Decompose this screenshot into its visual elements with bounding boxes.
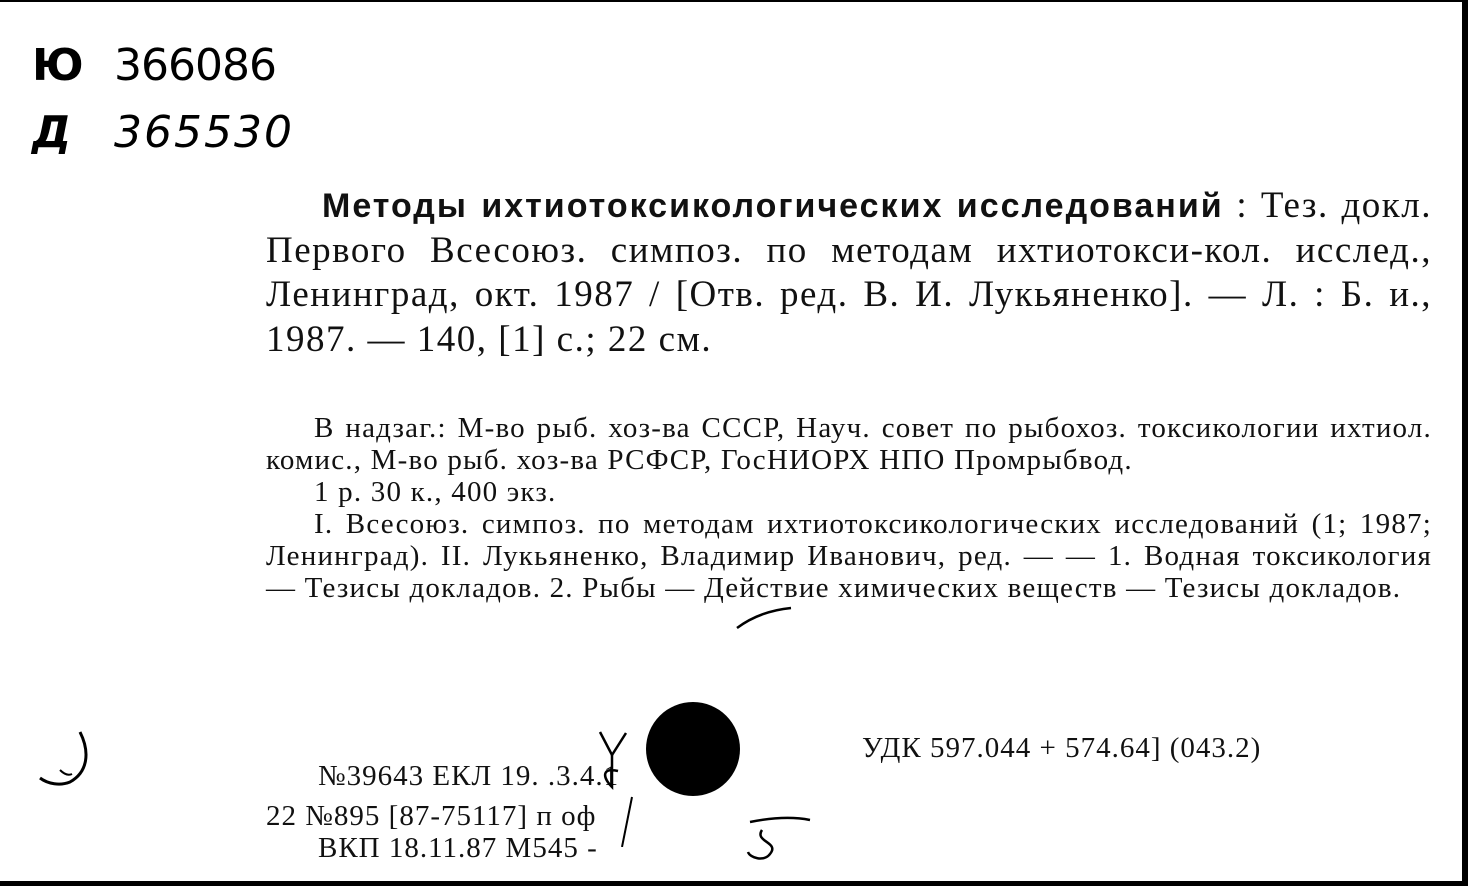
note-header (266, 412, 1432, 476)
note-subjects (266, 508, 1432, 604)
note-price (266, 476, 1432, 508)
call-number-2-value: 365530 (114, 107, 294, 158)
handwritten-stroke (735, 602, 795, 632)
footer-line-3: ВКП 18.11.87 М545 - (318, 832, 598, 864)
handwritten-mark-center (592, 727, 642, 847)
bibliographic-description (266, 184, 1432, 362)
note-subjects-text: I. Всесоюз. симпоз. по методам ихтиотоксикологических исследований (1; 1987; Ленинград). II. Лукьяненко, Владимир Иванович, ред. — — 1. Водная токсикология — Тезисы докладов. 2. Рыбы — Действие химических веществ — Тезисы докладов. (266, 508, 1432, 604)
call-number-1-value: 366086 (114, 40, 276, 91)
call-number-2 (32, 107, 294, 158)
footer-line-1: №39643 ЕКЛ 19. .3.4.1 (318, 760, 620, 792)
note-price-text: 1 р. 30 к., 400 экз. (314, 476, 557, 508)
book-title: Методы ихтиотоксикологических исследований (322, 187, 1224, 225)
call-number-1 (32, 40, 276, 91)
footer-line-2: 22 №895 [87-75117] п оф (266, 800, 597, 832)
call-symbol-1: Ю (32, 40, 83, 91)
description-rest: : Тез. докл. Первого Всесоюз. симпоз. по методам ихтиотокси-кол. исслед., Ленинград, окт. 1987 / [Отв. ред. В. И. Лукьяненко]. — Л. : Б. и., 1987. — 140, [1] с.; 22 см. (266, 185, 1432, 360)
handwritten-mark-right (740, 812, 820, 872)
punch-hole (646, 702, 740, 796)
udk-code: УДК 597.044 + 574.64] (043.2) (862, 732, 1262, 764)
handwritten-mark-left (30, 722, 100, 792)
notes-block (266, 412, 1432, 604)
call-symbol-2: Д (32, 107, 74, 158)
note-header-text: В надзаг.: М-во рыб. хоз-ва СССР, Науч. совет по рыбохоз. токсикологии ихтиол. комис., М-во рыб. хоз-ва РСФСР, ГосНИОРХ НПО Промрыбвод. (266, 412, 1432, 476)
